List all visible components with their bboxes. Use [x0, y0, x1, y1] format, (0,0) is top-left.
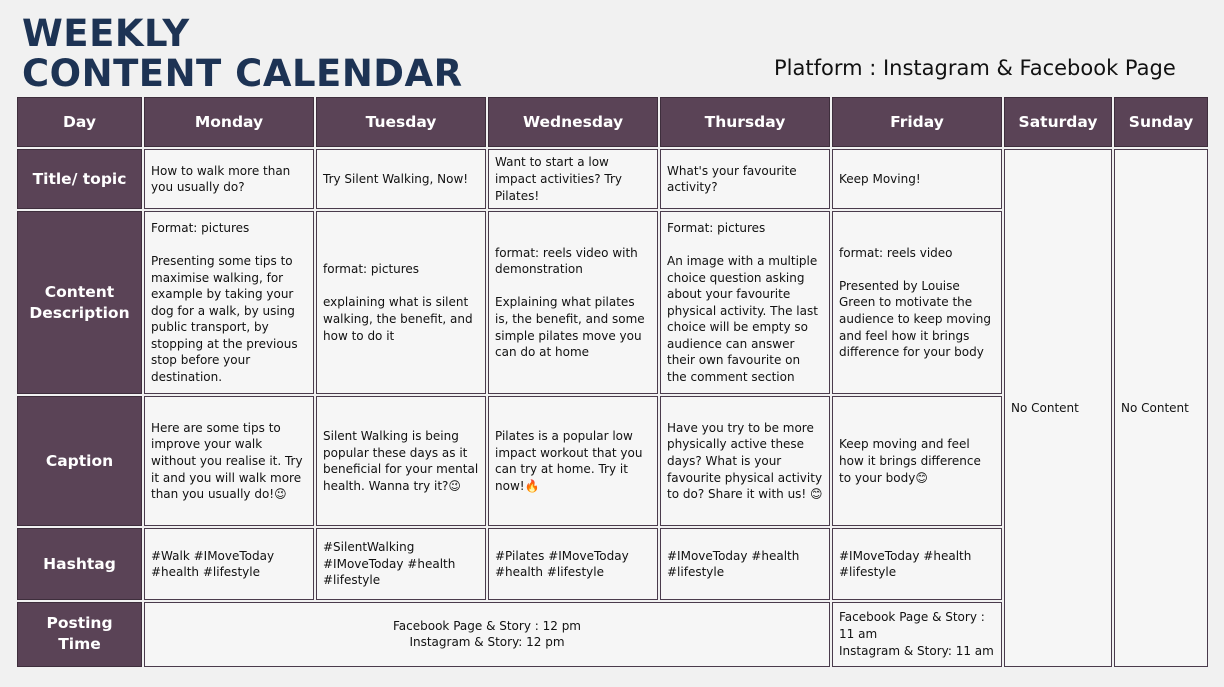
platform-label: Platform : Instagram & Facebook Page	[774, 56, 1176, 80]
header-saturday: Saturday	[1004, 97, 1112, 147]
header-wednesday: Wednesday	[488, 97, 658, 147]
cell-wednesday-caption: Pilates is a popular low impact workout that you can try at home. Try it now!🔥	[488, 396, 658, 526]
cell-wednesday-title: Want to start a low impact activities? Try Pilates!	[488, 149, 658, 209]
header-tuesday: Tuesday	[316, 97, 486, 147]
cell-friday-hashtag: #IMoveToday #health #lifestyle	[832, 528, 1002, 599]
header-thursday: Thursday	[660, 97, 830, 147]
header-monday: Monday	[144, 97, 314, 147]
content-calendar-table	[15, 95, 1210, 669]
cell-tuesday-caption: Silent Walking is being popular these days as it beneficial for your mental health. Wanna try it?😉	[316, 396, 486, 526]
cell-monday-caption: Here are some tips to improve your walk without you realise it. Try it and you will walk more than you usually do!😉	[144, 396, 314, 526]
cell-tuesday-title: Try Silent Walking, Now!	[316, 149, 486, 209]
cell-thursday-description: Format: pictures An image with a multiple choice question asking about your favourite physical activity. The last choice will be empty so audience can answer their own favourite on the comment section	[660, 211, 830, 394]
header-day: Day	[17, 97, 142, 147]
row-label-posting-time: Posting Time	[17, 602, 142, 667]
cell-monday-description: Format: pictures Presenting some tips to maximise walking, for example by taking your dog for a walk, by using public transport, by stopping at the previous stop before your destination.	[144, 211, 314, 394]
title-topic-row	[17, 149, 1208, 209]
cell-monday-title: How to walk more than you usually do?	[144, 149, 314, 209]
row-label-content-description: Content Description	[17, 211, 142, 394]
cell-friday-description: format: reels video Presented by Louise Green to motivate the audience to keep moving and feel how it brings difference for your body	[832, 211, 1002, 394]
page-title	[22, 14, 463, 94]
title-line-1: WEEKLY	[22, 12, 190, 55]
row-label-title-topic: Title/ topic	[17, 149, 142, 209]
row-label-caption: Caption	[17, 396, 142, 526]
cell-sunday-no-content: No Content	[1114, 149, 1208, 667]
row-label-hashtag: Hashtag	[17, 528, 142, 599]
header-row	[17, 97, 1208, 147]
title-line-2: CONTENT CALENDAR	[22, 52, 463, 95]
cell-tuesday-hashtag: #SilentWalking #IMoveToday #health #lifestyle	[316, 528, 486, 599]
cell-tuesday-description: format: pictures explaining what is silent walking, the benefit, and how to do it	[316, 211, 486, 394]
header-friday: Friday	[832, 97, 1002, 147]
cell-friday-title: Keep Moving!	[832, 149, 1002, 209]
cell-monday-hashtag: #Walk #IMoveToday #health #lifestyle	[144, 528, 314, 599]
cell-thursday-hashtag: #IMoveToday #health #lifestyle	[660, 528, 830, 599]
cell-saturday-no-content: No Content	[1004, 149, 1112, 667]
cell-wednesday-description: format: reels video with demonstration Explaining what pilates is, the benefit, and some simple pilates move you can do at home	[488, 211, 658, 394]
cell-posting-time-mon-thu: Facebook Page & Story : 12 pm Instagram & Story: 12 pm	[144, 602, 830, 667]
cell-thursday-title: What's your favourite activity?	[660, 149, 830, 209]
header-sunday: Sunday	[1114, 97, 1208, 147]
cell-friday-posting-time: Facebook Page & Story : 11 am Instagram & Story: 11 am	[832, 602, 1002, 667]
cell-thursday-caption: Have you try to be more physically active these days? What is your favourite physical activity to do? Share it with us! 😊	[660, 396, 830, 526]
cell-wednesday-hashtag: #Pilates #IMoveToday #health #lifestyle	[488, 528, 658, 599]
cell-friday-caption: Keep moving and feel how it brings difference to your body😊	[832, 396, 1002, 526]
